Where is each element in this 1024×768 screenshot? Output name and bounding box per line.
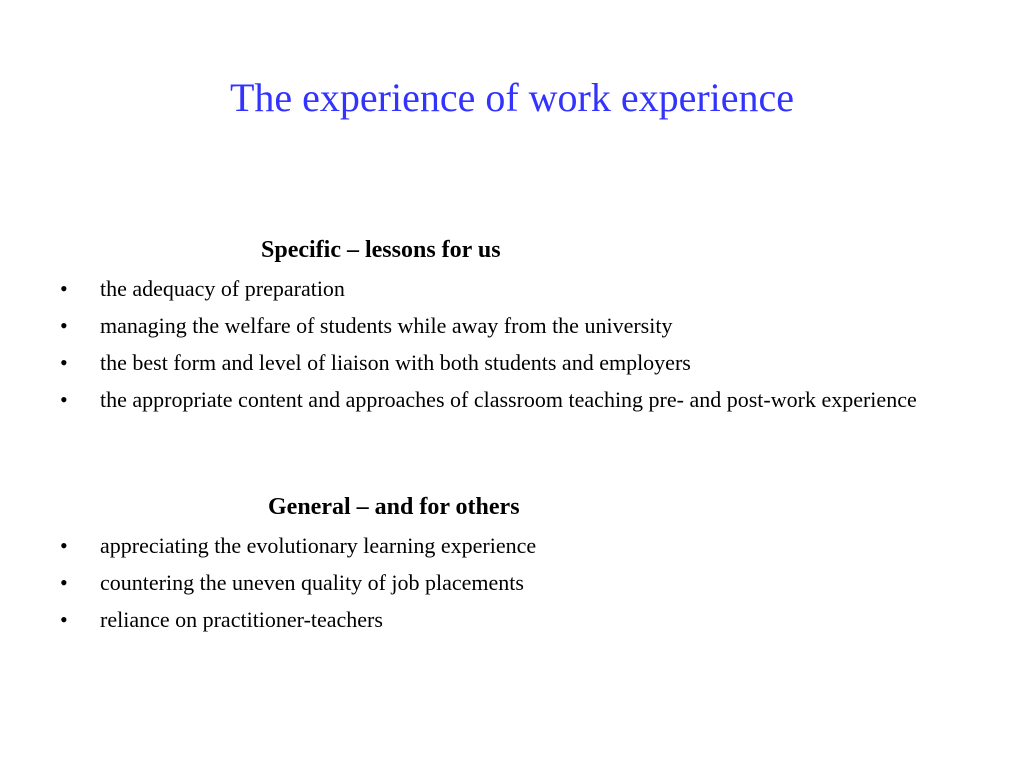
bullet-icon: • xyxy=(60,570,68,595)
general-list xyxy=(60,531,940,642)
bullet-icon: • xyxy=(60,533,68,558)
list-item xyxy=(60,385,940,415)
bullet-icon: • xyxy=(60,387,68,412)
specific-heading: Specific – lessons for us xyxy=(261,237,501,263)
bullet-icon: • xyxy=(60,607,68,632)
bullet-icon: • xyxy=(60,313,68,338)
general-heading: General – and for others xyxy=(268,494,520,520)
list-item-text: the appropriate content and approaches of classroom teaching pre- and post-work experience xyxy=(100,387,917,412)
list-item-text: the best form and level of liaison with both students and employers xyxy=(100,350,691,375)
bullet-icon: • xyxy=(60,276,68,301)
list-item-text: appreciating the evolutionary learning experience xyxy=(100,533,537,558)
list-item-text: reliance on practitioner-teachers xyxy=(100,607,383,632)
list-item xyxy=(60,568,940,598)
bullet-icon: • xyxy=(60,350,68,375)
list-item-text: the adequacy of preparation xyxy=(100,276,345,301)
list-item-text: managing the welfare of students while away from the university xyxy=(100,313,673,338)
list-item xyxy=(60,531,940,561)
list-item xyxy=(60,348,940,378)
slide-title: The experience of work experience xyxy=(229,75,795,120)
list-item xyxy=(60,311,940,341)
list-item xyxy=(60,605,940,635)
list-item-text: countering the uneven quality of job placements xyxy=(100,570,524,595)
specific-list xyxy=(60,274,940,422)
list-item xyxy=(60,274,940,304)
